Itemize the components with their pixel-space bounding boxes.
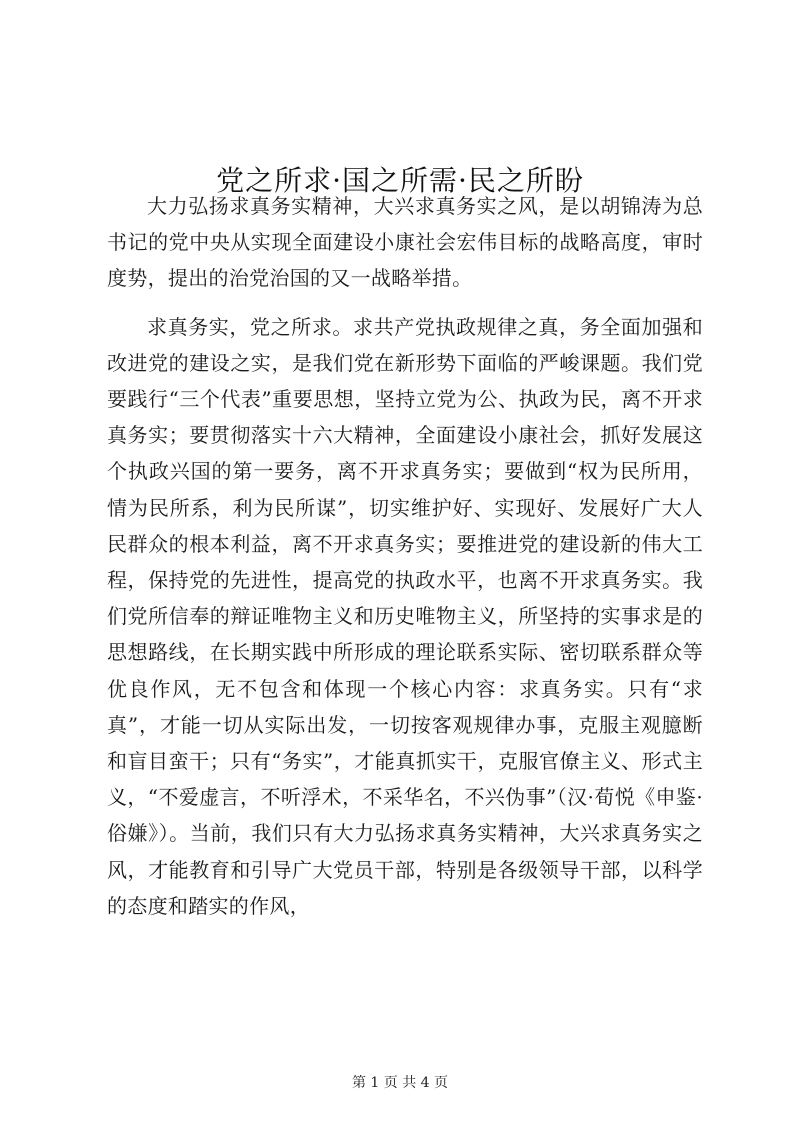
document-title: 党之所求·国之所需·民之所盼	[216, 163, 584, 197]
page-footer: 第 1 页 共 4 页	[351, 1075, 449, 1091]
document-body	[107, 188, 703, 936]
paragraph-2: 求真务实，党之所求。求共产党执政规律之真，务全面加强和改进党的建设之实，是我们党在新形势下面临的严峻课题。我们党要践行“三个代表”重要思想，坚持立党为公、执政为民，离不开求真务实；要贯彻落实十六大精神，全面建设小康社会，抓好发展这个执政兴国的第一要务，离不开求真务实；要做到“权为民所用，情为民所系，利为民所谋”，切实维护好、实现好、发展好广大人民群众的根本利益，离不开求真务实；要推进党的建设新的伟大工程，保持党的先进性，提高党的执政水平，也离不开求真务实。我们党所信奉的辩证唯物主义和历史唯物主义，所坚持的实事求是的思想路线，在长期实践中所形成的理论联系实际、密切联系群众等优良作风，无不包含和体现一个核心内容：求真务实。只有“求真”，才能一切从实际出发，一切按客观规律办事，克服主观臆断和盲目蛮干；只有“务实”，才能真抓实干，克服官僚主义、形式主义，“不爱虚言，不听浮术，不采华名，不兴伪事”（汉·荀悦《申鉴·俗嫌》）。当前，我们只有大力弘扬求真务实精神，大兴求真务实之风，才能教育和引导广大党员干部，特别是各级领导干部，以科学的态度和踏实的作风，	[107, 314, 703, 918]
paragraph-1: 大力弘扬求真务实精神，大兴求真务实之风，是以胡锦涛为总书记的党中央从实现全面建设小康社会宏伟目标的战略高度，审时度势，提出的治党治国的又一战略举措。	[107, 194, 703, 291]
